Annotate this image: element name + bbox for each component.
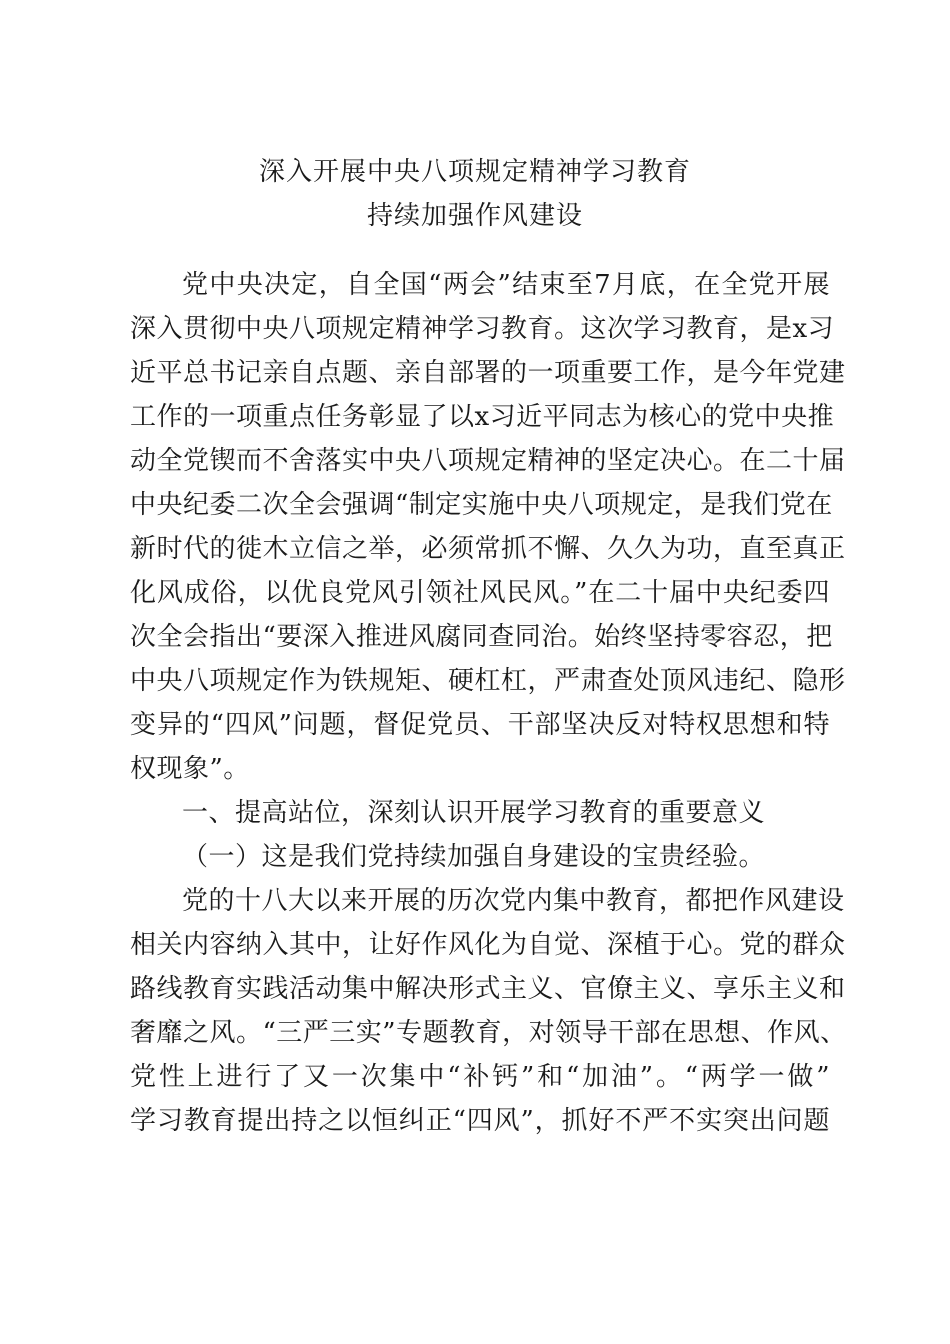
paragraph-line: 学习教育提出持之以恒纠正“四风”，抓好不严不实突出问题 — [130, 1106, 830, 1136]
paragraph-line: 中央纪委二次全会强调“制定实施中央八项规定，是我们党在 — [130, 490, 833, 520]
paragraph-line: 党中央决定，自全国“两会”结束至7月底，在全党开展 — [182, 270, 830, 300]
paragraph-line: 中央八项规定作为铁规矩、硬杠杠，严肃查处顶风违纪、隐形 — [130, 666, 846, 696]
paragraph-line: 近平总书记亲自点题、亲自部署的一项重要工作，是今年党建 — [130, 358, 846, 388]
paragraph-line: 党性上进行了又一次集中“补钙”和“加油”。“两学一做” — [130, 1062, 830, 1092]
paragraph-line: 变异的“四风”问题，督促党员、干部坚决反对特权思想和特 — [130, 710, 830, 740]
paragraph-line: 动全党锲而不舍落实中央八项规定精神的坚定决心。在二十届 — [130, 446, 846, 476]
paragraph-line: 深入贯彻中央八项规定精神学习教育。这次学习教育，是x习 — [130, 314, 835, 344]
paragraph-line: 权现象”。 — [130, 754, 250, 784]
paragraph-line: 次全会指出“要深入推进风腐同查同治。始终坚持零容忍，把 — [130, 622, 833, 652]
paragraph-line: 工作的一项重点任务彰显了以x习近平同志为核心的党中央推 — [130, 402, 835, 432]
paragraph-line: 路线教育实践活动集中解决形式主义、官僚主义、享乐主义和 — [130, 974, 846, 1004]
subsection-heading: （一）这是我们党持续加强自身建设的宝贵经验。 — [182, 842, 766, 872]
document-subtitle: 持续加强作风建设 — [366, 201, 583, 231]
document-title: 深入开展中央八项规定精神学习教育 — [258, 157, 691, 187]
paragraph-line: 化风成俗，以优良党风引领社风民风。”在二十届中央纪委四 — [130, 578, 830, 608]
paragraph-line: 党的十八大以来开展的历次党内集中教育，都把作风建设 — [182, 886, 845, 916]
paragraph-line: 相关内容纳入其中，让好作风化为自觉、深植于心。党的群众 — [130, 930, 846, 960]
section-heading: 一、提高站位，深刻认识开展学习教育的重要意义 — [182, 798, 766, 828]
paragraph-line: 奢靡之风。“三严三实”专题教育，对领导干部在思想、作风、 — [130, 1018, 847, 1048]
paragraph-line: 新时代的徙木立信之举，必须常抓不懈、久久为功，直至真正 — [130, 534, 846, 564]
